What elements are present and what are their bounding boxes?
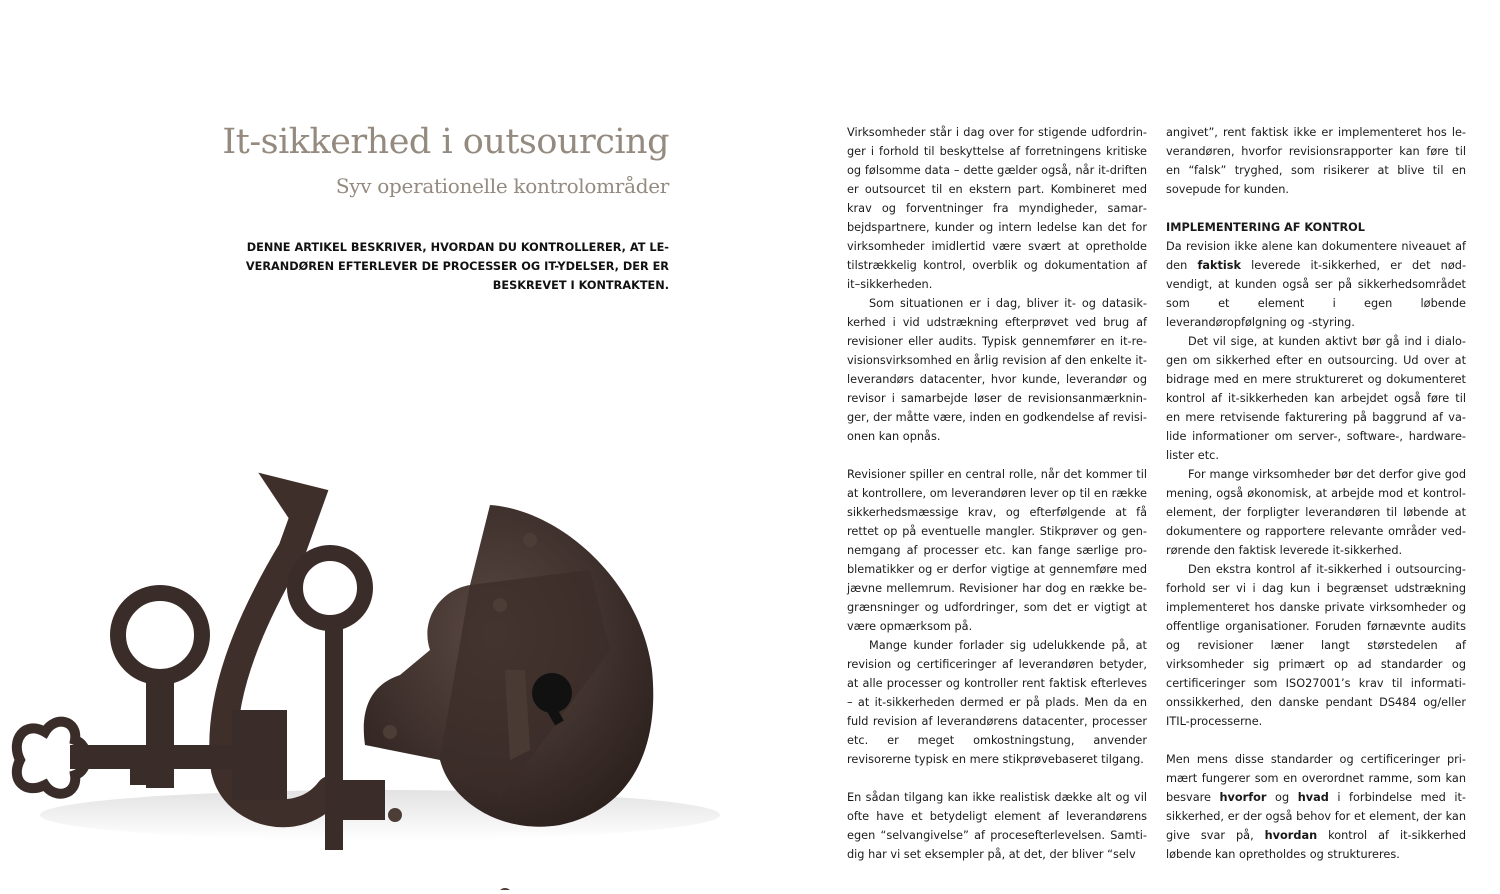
paragraph: angivet”, rent faktisk ikke er implementeret hos leverandøren, hvorfor revisionsrapporter kan føre til en “falsk” tryghed, som risikerer at blive til en sovepude for kunden. [1166, 126, 1466, 196]
text-run: leverede it-sikkerhed, er det nødvendigt, at kunden også ser på sikkerhedsområdet som et element i egen løbende leverandøropfølgning og -styring. [1166, 259, 1467, 329]
text-column-2 [1166, 123, 1466, 864]
emphasis: faktisk [1197, 259, 1241, 272]
text-column-1 [847, 123, 1147, 864]
emphasis: hvad [1297, 791, 1329, 804]
paragraph [1166, 237, 1466, 332]
article-lead: DENNE ARTIKEL BESKRIVER, HVORDAN DU KONTROLLERER, AT LEVERANDØREN EFTERLEVER DE PROCESSER OG IT-YDELSER, DER ER BESKREVET I KONTRAKTEN. [245, 241, 669, 293]
paragraph: Den ekstra kontrol af it-sikkerhed i outsourcingforhold ser vi i dag kun i begrænset udstrækning implementeret hos danske private virksomheder og offentlige organisationer. Foruden førnævnte audits og revisioner læner langt størstedelen af virksomheder sig primært op ad standarder og certificeringer som ISO27001’s krav til informationssikkerhed, den danske pendant DS484 og/eller ITIL-processerne. [1166, 563, 1466, 728]
emphasis: hvorfor [1219, 791, 1267, 804]
paragraph: Mange kunder forlader sig udelukkende på, at revision og certificeringer af leverandøren betyder, at alle processer og kontroller rent faktisk efterleves – at it-sikkerheden dermed er på plads. Men da en fuld revision af leverandørens datacenter, processer etc. er meget omkostningstung, anvender revisorerne typisk en mere stikprøvebaseret tilgang. [847, 639, 1147, 766]
paragraph: For mange virksomheder bør det derfor give god mening, også økonomisk, at arbejde mod et kontrolelement, der forpligter leverandøren til løbende at dokumentere og rapportere relevante områder vedrørende den faktisk leverede it-sikkerhed. [1166, 468, 1466, 557]
article-subtitle: Syv operationelle kontrolområder [335, 174, 669, 198]
paragraph: Virksomheder står i dag over for stigende udfordringer i forhold til beskyttelse af forretningens kritiske og følsomme data – dette gælder også, når it-driften er outsourcet til en ekstern part. Kombineret med krav og forventninger fra myndigheder, samarbejdspartnere, kunder og intern ledelse kan det for virksomheder imidlertid være svært at opretholde tilstrækkelig kontrol, overblik og dokumentation af it–sikkerheden. [847, 126, 1147, 291]
paragraph: Som situationen er i dag, bliver it- og datasikkerhed i vid udstrækning efterprøvet ved brug af revisioner eller audits. Typisk gennemfører en it-revisionsvirksomhed en årlig revision af den enkelte it-leverandørs datacenter, hvor kunde, leverandør og revisor i samarbejde løser de revisionsanmærkninger, der måtte være, inden en godkendelse af revisionen kan opnås. [847, 297, 1147, 443]
paragraph [1166, 750, 1466, 864]
padlock-rivet [383, 725, 397, 739]
section-heading: IMPLEMENTERING AF KONTROL [1166, 221, 1365, 234]
text-run: i forbindelse med it-sikkerhed, er der også behov for et element, der kan give svar på, [1166, 791, 1466, 842]
text-run: kontrol af it-sikkerhed løbende kan opretholdes og struktureres. [1166, 829, 1466, 861]
paragraph: Det vil sige, at kunden aktivt bør gå ind i dialogen om sikkerhed efter en outsourcing. Ud over at bidrage med en mere struktureret og dokumenteret kontrol af it-sikkerheden kan arbejdet også føre til en mere retvisende fakturering på baggrund af valide informationer om server-, software-, hardwarelister etc. [1166, 335, 1466, 462]
keys-and-padlock-icon [0, 470, 740, 890]
padlock-rivet [388, 808, 402, 822]
emphasis: hvordan [1264, 829, 1318, 842]
paragraph: En sådan tilgang kan ikke realistisk dække alt og vil ofte have et betydeligt element af leverandørens egen “selvangivelse” af procesefterlevelsen. Samtidig har vi set eksempler på, at det, der bliver “selv [847, 791, 1147, 861]
text-run: og [1266, 791, 1298, 804]
keys-and-padlock-illustration [0, 470, 740, 890]
padlock-rivet [523, 533, 537, 547]
article-title: It-sikkerhed i outsourcing [222, 122, 669, 162]
paragraph: Revisioner spiller en central rolle, når det kommer til at kontrollere, om leverandøren lever op til en række sikkerhedsmæssige krav, og efterfølgende at få rettet op på eventuelle mangler. Stikprøver og gennemgang af processer etc. kan fange særlige problematikker og er derfor vigtige at gennemføre med jævne mellemrum. Revisioner har dog en række begrænsninger og udfordringer, som det er vigtigt at være opmærksom på. [847, 468, 1147, 633]
text-run: Da revision ikke alene kan dokumentere niveauet af den [1166, 240, 1466, 272]
padlock-rivet [493, 598, 507, 612]
text-run: Men mens disse standarder og certificeringer primært fungerer som en overordnet ramme, som kan besvare [1166, 753, 1466, 804]
